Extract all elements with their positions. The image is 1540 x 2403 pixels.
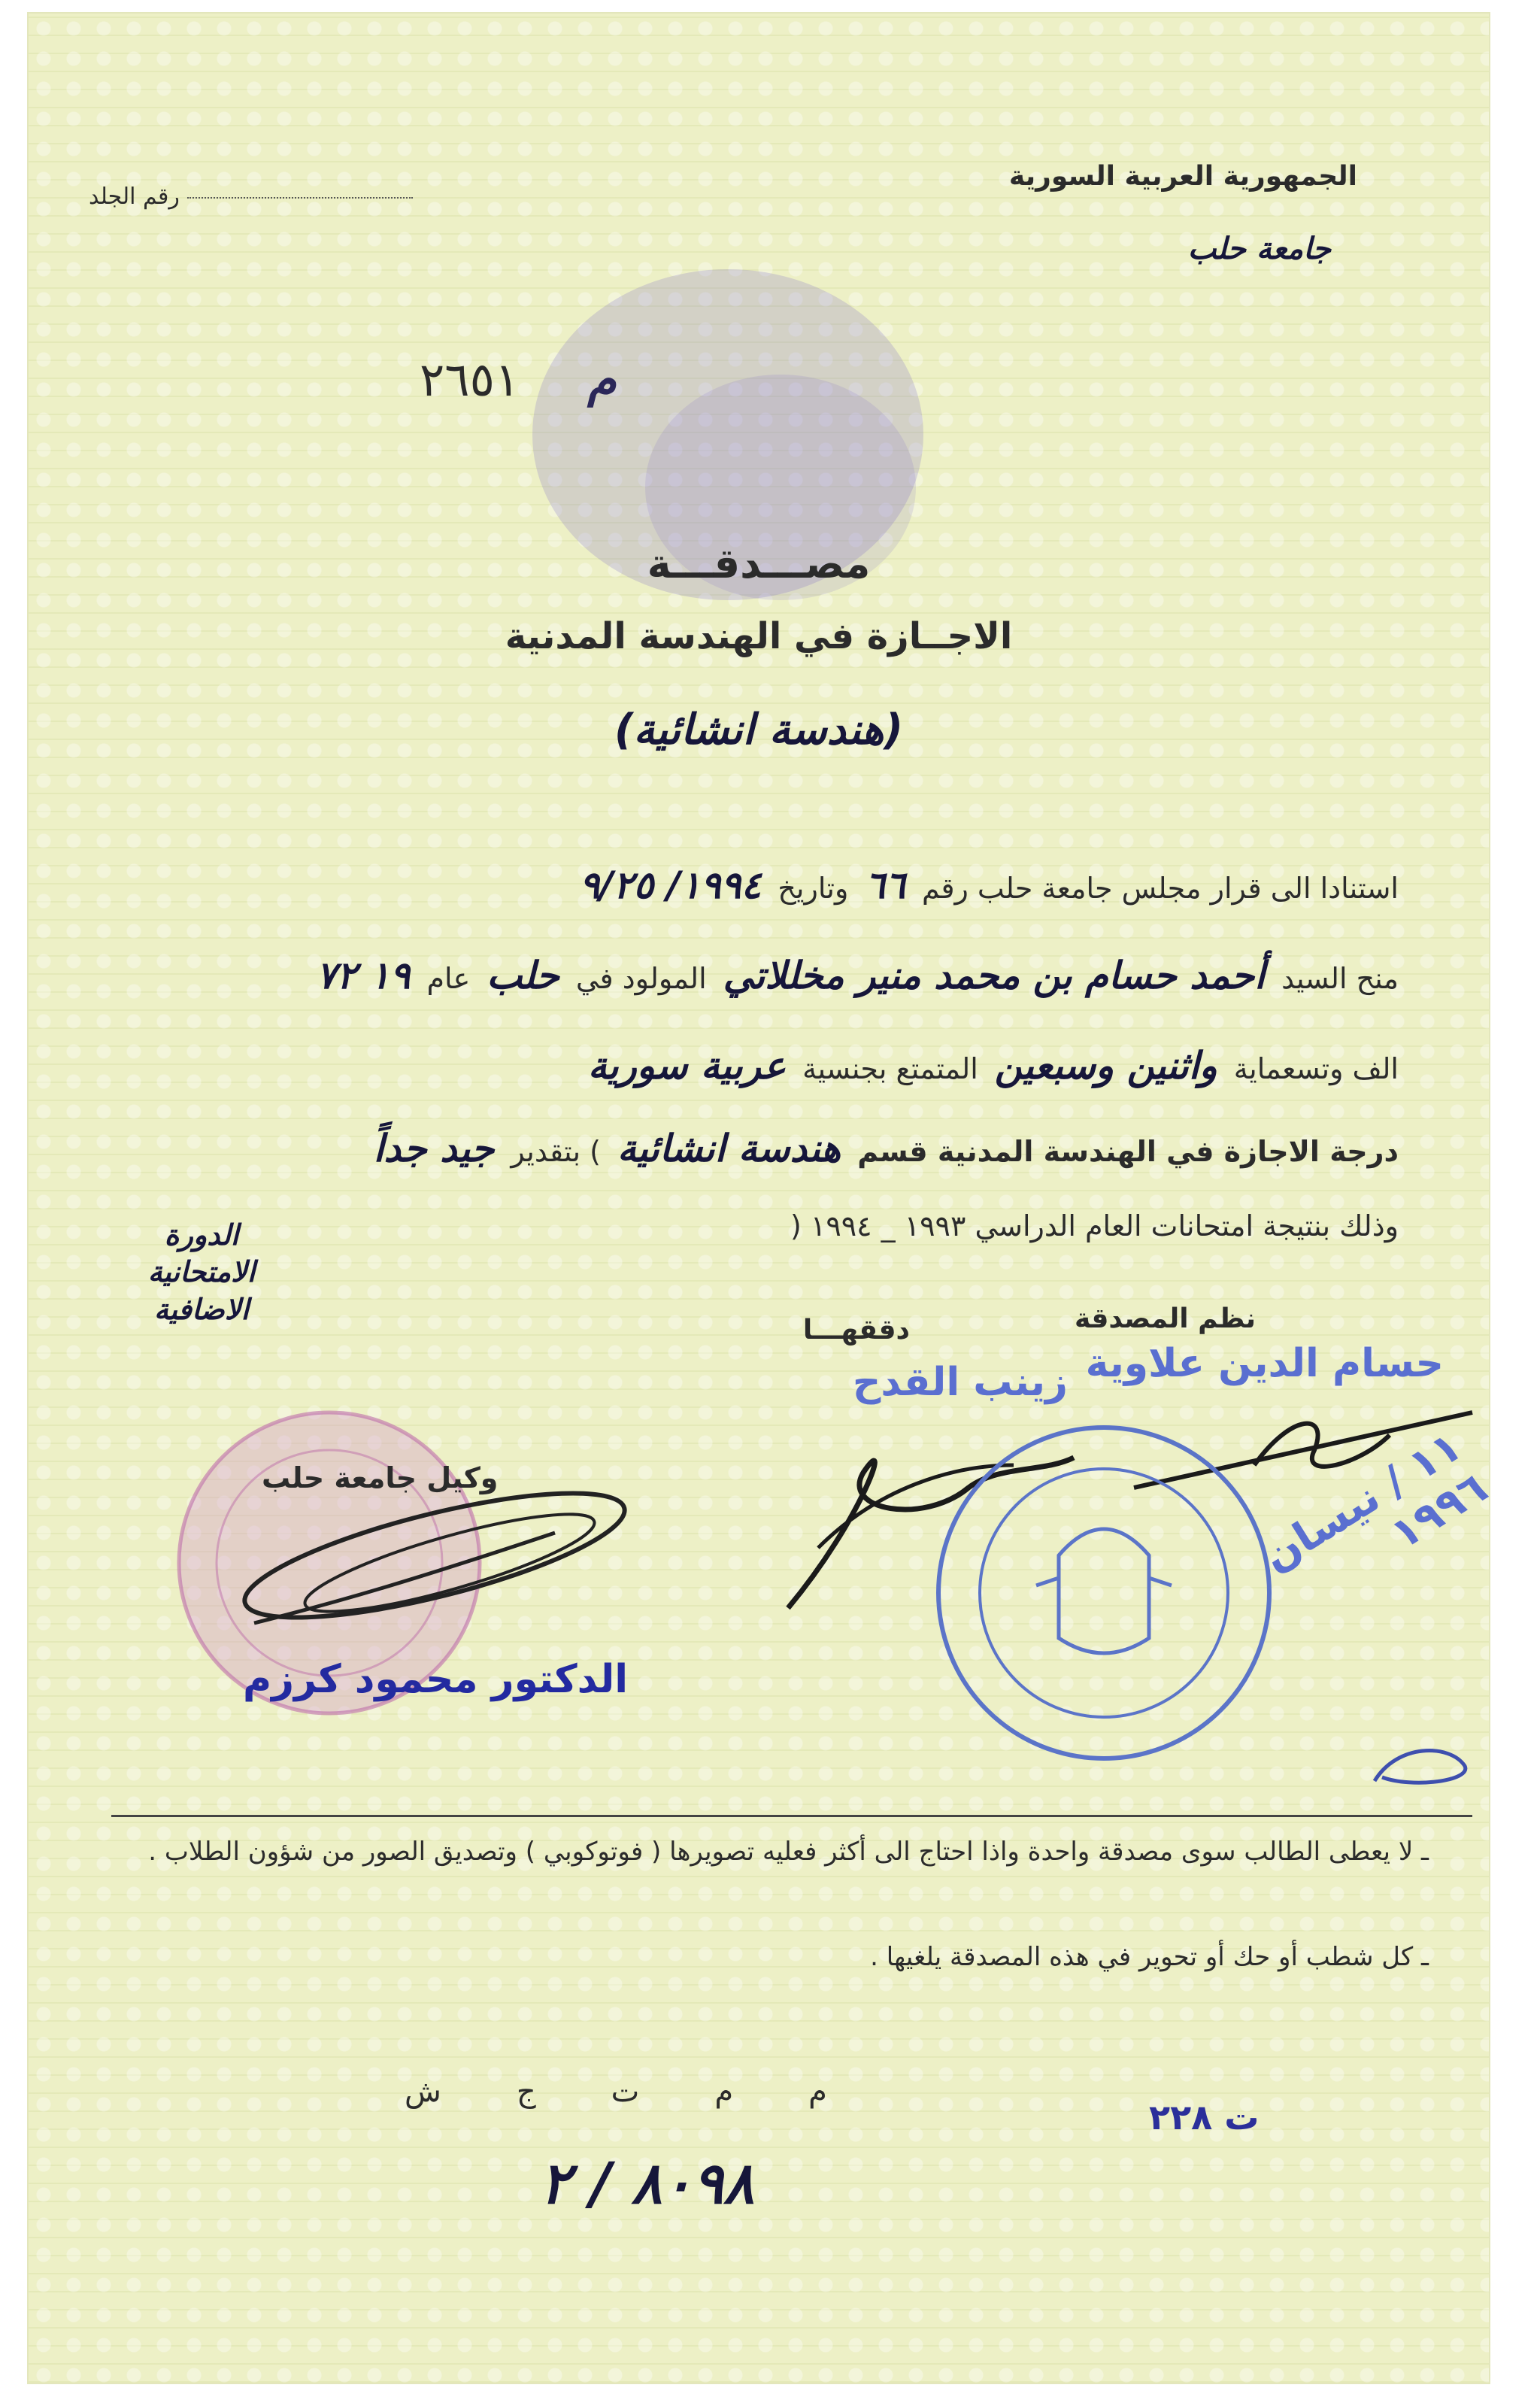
notes-divider: [111, 1815, 1472, 1817]
university-name: جامعة حلب: [1187, 232, 1331, 266]
born-label: المولود في: [575, 962, 707, 995]
birth-year: ١٩ ٧٢: [316, 954, 411, 997]
granted-prefix: منح السيد: [1281, 962, 1399, 995]
document-title: مصـــدقـــة: [647, 540, 871, 587]
country-name: الجمهورية العربية السورية: [1008, 161, 1357, 192]
decision-date: ١٩٩٤/ ٩/٢٥: [579, 863, 762, 907]
code-4: م: [714, 2074, 734, 2109]
dean-name: الدكتور محمود كرزم: [243, 1657, 629, 1702]
body-line-4: [149, 1127, 1399, 1170]
certificate-paper: [29, 14, 1496, 2383]
decision-prefix: استنادا الى قرار مجلس جامعة حلب رقم: [922, 872, 1399, 905]
decision-date-label: وتاريخ: [778, 872, 849, 905]
exam-session-note-bottom: الامتحانية الاضافية: [147, 1255, 256, 1326]
decision-number: ٦٦: [865, 863, 906, 907]
birth-year-words: واثنين وسبعين: [994, 1044, 1217, 1088]
nationality: عربية سورية: [587, 1044, 787, 1088]
year-prefix: الف وتسعماية: [1233, 1052, 1399, 1085]
organizer-label: نظم المصدقة: [1074, 1303, 1256, 1334]
checker-label: دققهـــا: [802, 1315, 910, 1346]
stamp-date: ١١ / نيسان ١٩٩٦: [1254, 1421, 1496, 1582]
exam-year-text: وذلك بنتيجة امتحانات العام الدراسي ١٩٩٣ _ ١٩٩٤ (: [790, 1209, 1399, 1242]
birth-year-label: عام: [426, 962, 471, 995]
nationality-label: المتمتع بجنسية: [802, 1052, 978, 1085]
body-line-2: [149, 954, 1399, 997]
reference-number: ٨٠٩٨ / ٢: [540, 2150, 754, 2216]
body-line-3: [149, 1044, 1399, 1088]
note-2: ـ كل شطب أو حك أو تحوير في هذه المصدقة يلغيها .: [870, 1942, 1429, 1972]
specialty-title: (هندسة انشائية): [614, 705, 904, 754]
graduate-name: أحمد حسام بن محمد منير مخللاتي: [723, 954, 1266, 997]
serial-number: ٢٦٥١: [420, 352, 520, 407]
note-1: ـ لا يعطى الطالب سوى مصدقة واحدة واذا احتاج الى أكثر فعليه تصويرها ( فوتوكوبي ) وتصديق الصور من شؤون الطلاب .: [148, 1837, 1429, 1867]
checker-name: زينب القدح: [852, 1360, 1068, 1405]
body-line-1: [149, 863, 1399, 907]
dean-label: وكيل جامعة حلب: [262, 1461, 499, 1494]
degree-prefix: درجة الاجازة في الهندسة المدنية قسم: [857, 1135, 1399, 1168]
volume-number-field: [89, 184, 413, 210]
grade-label: ) بتقدير: [511, 1135, 602, 1168]
department: هندسة انشائية: [617, 1127, 841, 1170]
code-ink-value: ت ٢٢٨: [1149, 2097, 1260, 2138]
volume-number-line: [187, 196, 413, 199]
exam-session-note: [111, 1217, 292, 1328]
body-line-5: [149, 1209, 1399, 1242]
initials-mark-icon: [1367, 1736, 1487, 1804]
code-2: ج: [516, 2074, 536, 2109]
degree-title: الاجــازة في الهندسة المدنية: [505, 615, 1013, 657]
code-3: ت: [611, 2074, 640, 2109]
grade: جيد جداً: [373, 1127, 495, 1170]
code-5: م: [808, 2074, 827, 2109]
code-1: ش: [405, 2074, 441, 2109]
birth-place: حلب: [487, 954, 559, 997]
organizer-name: حسام الدين علاوية: [1085, 1341, 1444, 1386]
volume-number-label: رقم الجلد: [89, 184, 180, 210]
exam-session-note-top: الدورة: [164, 1218, 239, 1252]
dean-signature-icon: [224, 1488, 675, 1668]
footer-codes: [405, 2074, 827, 2109]
